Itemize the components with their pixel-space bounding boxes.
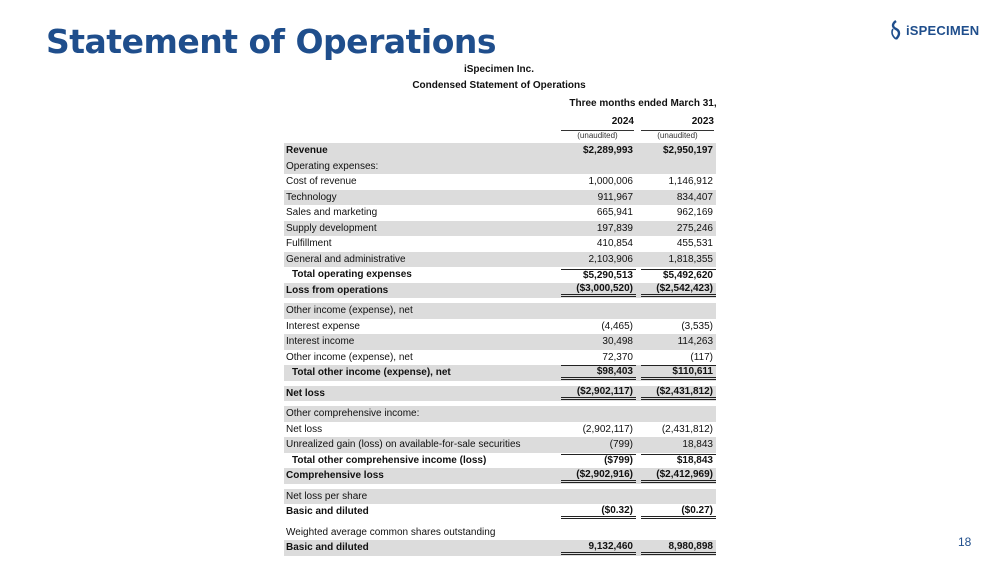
- company-name: iSpecimen Inc.: [463, 64, 535, 75]
- page-title: Statement of Operations: [46, 22, 497, 61]
- row-label: Interest expense: [286, 320, 360, 332]
- value-2023: 455,531: [676, 238, 713, 250]
- row-label: Weighted average common shares outstanding: [286, 526, 496, 538]
- row-label: Net loss: [286, 423, 323, 435]
- value-2024: 665,941: [596, 207, 633, 219]
- year-2024-header: 2024: [611, 116, 634, 127]
- row-label: Loss from operations: [286, 284, 389, 296]
- logo-icon: [888, 20, 904, 40]
- row-label: Comprehensive loss: [286, 470, 384, 482]
- row-label: Total operating expenses: [292, 269, 412, 281]
- value-2023: (117): [690, 351, 713, 363]
- table-row: [284, 319, 716, 335]
- value-2024: 1,000,006: [588, 176, 633, 188]
- table-row: [284, 437, 716, 453]
- logo-text: iSPECIMEN: [906, 22, 980, 38]
- table-row: [284, 525, 716, 541]
- table-row: [284, 190, 716, 206]
- unaudited-2024-label: (unaudited): [561, 130, 634, 140]
- table-row: [284, 236, 716, 252]
- table-row: [284, 205, 716, 221]
- value-2023: ($2,431,812): [641, 386, 716, 400]
- value-2024: (4,465): [601, 320, 633, 332]
- value-2024: ($799): [561, 454, 636, 466]
- value-2023: ($2,542,423): [641, 283, 716, 297]
- value-2023: $2,950,197: [662, 145, 713, 157]
- unaudited-2023-label: (unaudited): [641, 130, 714, 140]
- table-row: [284, 406, 716, 422]
- table-row: [284, 174, 716, 190]
- row-label: Fulfillment: [286, 238, 332, 250]
- row-label: Technology: [286, 191, 337, 203]
- row-label: Interest income: [286, 336, 355, 348]
- value-2024: (799): [609, 439, 633, 451]
- table-row: [284, 453, 716, 469]
- table-row: [284, 365, 716, 381]
- value-2023: 962,169: [676, 207, 713, 219]
- value-2024: 30,498: [602, 336, 633, 348]
- value-2023: ($2,412,969): [641, 469, 716, 483]
- row-label: Revenue: [286, 145, 328, 157]
- table-row: [284, 540, 716, 556]
- value-2024: 197,839: [596, 222, 633, 234]
- value-2024: ($0.32): [561, 505, 636, 519]
- table-row: [284, 283, 716, 299]
- company-logo: [888, 20, 979, 40]
- value-2023: (2,431,812): [661, 423, 713, 435]
- value-2024: 72,370: [602, 351, 633, 363]
- value-2024: 911,967: [597, 191, 633, 203]
- value-2023: (3,535): [681, 320, 713, 332]
- table-row: [284, 350, 716, 366]
- table-row: [284, 252, 716, 268]
- table-row: [284, 386, 716, 402]
- value-2023: 18,843: [682, 439, 713, 451]
- value-2023: 275,246: [676, 222, 713, 234]
- value-2023: $5,492,620: [641, 269, 716, 281]
- table-row: [284, 489, 716, 505]
- page-number: 18: [958, 535, 972, 549]
- row-label: Supply development: [286, 222, 377, 234]
- table-row: [284, 504, 716, 520]
- table-row: [284, 334, 716, 350]
- value-2023: 834,407: [676, 191, 713, 203]
- value-2023: 1,818,355: [668, 253, 713, 265]
- table-row: [284, 143, 716, 159]
- value-2023: 114,263: [677, 336, 713, 348]
- value-2024: 410,854: [596, 238, 633, 250]
- value-2024: ($3,000,520): [561, 283, 636, 297]
- table-row: [284, 221, 716, 237]
- row-label: Basic and diluted: [286, 542, 369, 554]
- row-label: Other comprehensive income:: [286, 408, 420, 420]
- row-label: General and administrative: [286, 253, 406, 265]
- value-2024: $2,289,993: [582, 145, 633, 157]
- value-2023: 8,980,898: [641, 541, 716, 555]
- value-2024: ($2,902,117): [561, 386, 636, 400]
- row-label: Other income (expense), net: [286, 305, 413, 317]
- value-2023: $18,843: [641, 454, 716, 466]
- table-row: [284, 422, 716, 438]
- row-label: Other income (expense), net: [286, 351, 413, 363]
- row-label: Sales and marketing: [286, 207, 378, 219]
- value-2023: ($0.27): [641, 505, 716, 519]
- value-2024: ($2,902,916): [561, 469, 636, 483]
- row-label: Unrealized gain (loss) on available-for-sale securities: [286, 439, 521, 451]
- year-2023-header: 2023: [691, 116, 714, 127]
- table-row: [284, 468, 716, 484]
- row-label: Total other income (expense), net: [292, 367, 451, 379]
- statement-title: Condensed Statement of Operations: [412, 80, 586, 91]
- value-2023: 1,146,912: [668, 176, 713, 188]
- row-label: Operating expenses:: [286, 160, 379, 172]
- row-label: Total other comprehensive income (loss): [292, 454, 487, 466]
- table-row: [284, 267, 716, 283]
- value-2023: $110,611: [641, 365, 716, 380]
- value-2024: $5,290,513: [561, 269, 636, 281]
- row-label: Net loss per share: [286, 490, 368, 502]
- table-row: [284, 303, 716, 319]
- value-2024: (2,902,117): [582, 423, 633, 435]
- period-header: Three months ended March 31,: [569, 98, 717, 109]
- table-row: [284, 159, 716, 175]
- row-label: Net loss: [286, 387, 325, 399]
- row-label: Basic and diluted: [286, 506, 369, 518]
- value-2024: $98,403: [561, 365, 636, 380]
- row-label: Cost of revenue: [286, 176, 357, 188]
- value-2024: 9,132,460: [561, 541, 636, 555]
- value-2024: 2,103,906: [588, 253, 633, 265]
- statement-table: [284, 143, 716, 556]
